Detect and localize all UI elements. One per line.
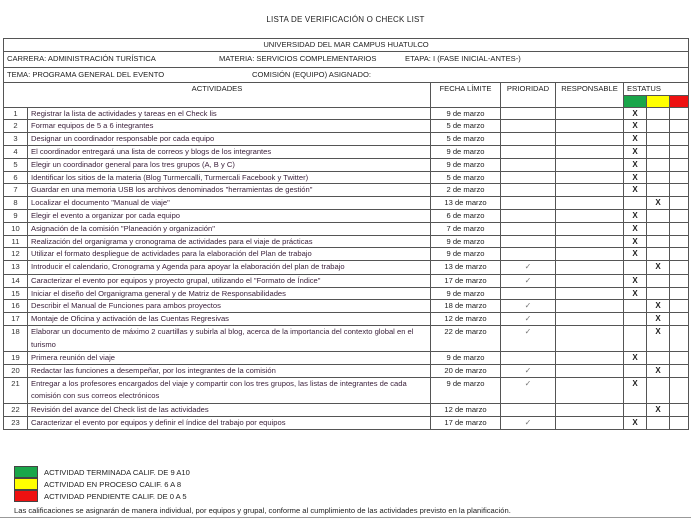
row-number: 1 — [4, 107, 28, 120]
row-number: 8 — [4, 197, 28, 210]
priority-cell — [501, 352, 556, 365]
status-red-cell — [670, 222, 689, 235]
due-date: 9 de marzo — [431, 248, 501, 261]
status-red-cell — [670, 184, 689, 197]
header-estatus: ESTATUS — [624, 82, 689, 95]
activity-text: Asignación de la comisión "Planeación y organización" — [28, 222, 431, 235]
status-yellow-cell — [647, 248, 670, 261]
table-row — [4, 300, 689, 313]
responsable-cell — [556, 403, 624, 416]
row-number: 13 — [4, 261, 28, 275]
status-red-cell — [670, 403, 689, 416]
row-number: 2 — [4, 120, 28, 133]
responsable-cell — [556, 120, 624, 133]
check-icon: ✓ — [524, 326, 532, 336]
status-yellow-cell — [647, 352, 670, 365]
activity-text: Caracterizar el evento por equipos y definir el índice del trabajo por equipos — [28, 416, 431, 429]
status-red-swatch — [670, 95, 689, 107]
activity-text: Redactar las funciones a desempeñar, por los integrantes de la comisión — [28, 364, 431, 377]
activity-text: Elegir el evento a organizar por cada equipo — [28, 209, 431, 222]
status-yellow-swatch — [647, 95, 670, 107]
status-mark: X — [632, 378, 638, 388]
status-green-cell — [624, 300, 647, 313]
status-yellow-cell — [647, 403, 670, 416]
priority-cell — [501, 300, 556, 313]
divider — [0, 517, 691, 518]
due-date: 12 de marzo — [431, 403, 501, 416]
status-mark: X — [655, 314, 661, 324]
status-red-cell — [670, 313, 689, 326]
row-number: 12 — [4, 248, 28, 261]
row-number: 6 — [4, 171, 28, 184]
status-mark: X — [632, 108, 638, 118]
status-yellow-cell — [647, 197, 670, 210]
due-date: 17 de marzo — [431, 416, 501, 429]
table-row — [4, 287, 689, 300]
row-number: 18 — [4, 325, 28, 351]
due-date: 9 de marzo — [431, 235, 501, 248]
university-name: UNIVERSIDAD DEL MAR CAMPUS HUATULCO — [4, 39, 689, 52]
status-green-cell — [624, 145, 647, 158]
status-red-cell — [670, 287, 689, 300]
activity-text: Elaborar un documento de máximo 2 cuartillas y subirla al blog, acerca de la importancia del contexto global en el turismo — [28, 325, 431, 351]
row-number: 11 — [4, 235, 28, 248]
row-number: 10 — [4, 222, 28, 235]
row-number: 23 — [4, 416, 28, 429]
priority-cell — [501, 364, 556, 377]
status-mark: X — [655, 301, 661, 311]
activity-text: Introducir el calendario, Cronograma y Agenda para apoyar la elaboración del plan de trabajo — [28, 261, 431, 275]
header-responsable: RESPONSABLE — [556, 82, 624, 107]
due-date: 22 de marzo — [431, 325, 501, 351]
table-row — [4, 145, 689, 158]
status-green-cell — [624, 313, 647, 326]
responsable-cell — [556, 197, 624, 210]
status-yellow-cell — [647, 107, 670, 120]
materia-label: MATERIA: SERVICIOS COMPLEMENTARIOS — [219, 54, 377, 64]
responsable-cell — [556, 352, 624, 365]
responsable-cell — [556, 364, 624, 377]
status-red-cell — [670, 197, 689, 210]
row-number: 3 — [4, 133, 28, 146]
status-red-cell — [670, 235, 689, 248]
status-yellow-cell — [647, 287, 670, 300]
status-mark: X — [632, 353, 638, 363]
responsable-cell — [556, 235, 624, 248]
responsable-cell — [556, 171, 624, 184]
table-row — [4, 107, 689, 120]
status-red-cell — [670, 248, 689, 261]
status-yellow-cell — [647, 300, 670, 313]
due-date: 9 de marzo — [431, 377, 501, 403]
table-row — [4, 416, 689, 429]
activity-text: Designar un coordinador responsable por cada equipo — [28, 133, 431, 146]
status-mark: X — [632, 146, 638, 156]
status-yellow-cell — [647, 120, 670, 133]
table-row — [4, 197, 689, 210]
status-yellow-cell — [647, 145, 670, 158]
due-date: 5 de marzo — [431, 171, 501, 184]
row-number: 4 — [4, 145, 28, 158]
status-yellow-cell — [647, 171, 670, 184]
status-green-cell — [624, 261, 647, 275]
table-row — [4, 352, 689, 365]
status-mark: X — [632, 417, 638, 427]
table-row — [4, 171, 689, 184]
table-row — [4, 222, 689, 235]
activity-text: Entregar a los profesores encargados del viaje y compartir con los tres grupos, las listas de integrantes de cada comisión con sus correos electrónicos — [28, 377, 431, 403]
tema-label: TEMA: PROGRAMA GENERAL DEL EVENTO — [7, 69, 165, 79]
status-red-cell — [670, 416, 689, 429]
responsable-cell — [556, 145, 624, 158]
check-icon: ✓ — [524, 417, 532, 427]
status-red-cell — [670, 325, 689, 351]
row-number: 17 — [4, 313, 28, 326]
table-row — [4, 248, 689, 261]
check-icon: ✓ — [524, 262, 532, 272]
table-row — [4, 235, 689, 248]
activity-text: Guardar en una memoria USB los archivos denominados "herramientas de gestión" — [28, 184, 431, 197]
activity-text: Describir el Manual de Funciones para ambos proyectos — [28, 300, 431, 313]
due-date: 13 de marzo — [431, 197, 501, 210]
green-swatch — [14, 466, 38, 478]
activity-text: Formar equipos de 5 a 6 integrantes — [28, 120, 431, 133]
status-yellow-cell — [647, 274, 670, 287]
status-green-cell — [624, 133, 647, 146]
header-actividades: ACTIVIDADES — [4, 82, 431, 107]
activity-text: Primera reunión del viaje — [28, 352, 431, 365]
status-mark: X — [655, 404, 661, 414]
activity-text: El coordinador entregará una lista de correos y blogs de los integrantes — [28, 145, 431, 158]
row-number: 22 — [4, 403, 28, 416]
priority-cell — [501, 416, 556, 429]
check-icon: ✓ — [524, 275, 532, 285]
carrera-label: CARRERA: ADMINISTRACIÓN TURÍSTICA — [7, 54, 156, 64]
status-green-cell — [624, 209, 647, 222]
responsable-cell — [556, 300, 624, 313]
yellow-swatch — [14, 478, 38, 490]
legend-label: ACTIVIDAD PENDIENTE CALIF. DE 0 A 5 — [44, 491, 187, 501]
status-mark: X — [655, 365, 661, 375]
status-green-cell — [624, 184, 647, 197]
due-date: 5 de marzo — [431, 133, 501, 146]
status-red-cell — [670, 364, 689, 377]
row-number: 21 — [4, 377, 28, 403]
status-green-cell — [624, 364, 647, 377]
responsable-cell — [556, 222, 624, 235]
responsable-cell — [556, 133, 624, 146]
table-row — [4, 325, 689, 351]
table-row — [4, 133, 689, 146]
priority-cell — [501, 313, 556, 326]
priority-cell — [501, 158, 556, 171]
row-number: 19 — [4, 352, 28, 365]
status-green-cell — [624, 325, 647, 351]
row-number: 7 — [4, 184, 28, 197]
status-red-cell — [670, 171, 689, 184]
status-mark: X — [632, 210, 638, 220]
priority-cell — [501, 403, 556, 416]
legend-item-proceso — [14, 478, 190, 490]
legend-item-terminada — [14, 466, 190, 478]
status-green-cell — [624, 120, 647, 133]
status-red-cell — [670, 209, 689, 222]
status-mark: X — [632, 223, 638, 233]
priority-cell — [501, 377, 556, 403]
status-yellow-cell — [647, 261, 670, 275]
priority-cell — [501, 235, 556, 248]
table-row — [4, 377, 689, 403]
status-green-swatch — [624, 95, 647, 107]
comision-label: COMISIÓN (EQUIPO) ASIGNADO: — [252, 69, 371, 79]
row-number: 20 — [4, 364, 28, 377]
etapa-label: ETAPA: I (FASE INICIAL-ANTES-) — [405, 54, 521, 64]
responsable-cell — [556, 287, 624, 300]
status-red-cell — [670, 352, 689, 365]
check-icon: ✓ — [524, 378, 532, 388]
due-date: 5 de marzo — [431, 120, 501, 133]
row-number: 16 — [4, 300, 28, 313]
status-mark: X — [632, 159, 638, 169]
status-red-cell — [670, 300, 689, 313]
due-date: 13 de marzo — [431, 261, 501, 275]
status-mark: X — [632, 121, 638, 131]
priority-cell — [501, 120, 556, 133]
priority-cell — [501, 133, 556, 146]
activity-text: Iniciar el diseño del Organigrama general y de Matriz de Responsabilidades — [28, 287, 431, 300]
priority-cell — [501, 274, 556, 287]
status-red-cell — [670, 107, 689, 120]
row-number: 15 — [4, 287, 28, 300]
responsable-cell — [556, 325, 624, 351]
priority-cell — [501, 197, 556, 210]
table-row — [4, 184, 689, 197]
responsable-cell — [556, 261, 624, 275]
status-mark: X — [632, 134, 638, 144]
activity-text: Localizar el documento "Manual de viaje" — [28, 197, 431, 210]
status-green-cell — [624, 107, 647, 120]
due-date: 9 de marzo — [431, 145, 501, 158]
activity-text: Realización del organigrama y cronograma de actividades para el viaje de prácticas — [28, 235, 431, 248]
due-date: 12 de marzo — [431, 313, 501, 326]
status-green-cell — [624, 352, 647, 365]
status-mark: X — [655, 262, 661, 272]
priority-cell — [501, 287, 556, 300]
table-row — [4, 120, 689, 133]
responsable-cell — [556, 107, 624, 120]
status-green-cell — [624, 377, 647, 403]
status-yellow-cell — [647, 184, 670, 197]
status-yellow-cell — [647, 158, 670, 171]
due-date: 18 de marzo — [431, 300, 501, 313]
legend — [14, 466, 190, 502]
status-green-cell — [624, 222, 647, 235]
status-mark: X — [632, 275, 638, 285]
activity-text: Revisión del avance del Check list de las actividades — [28, 403, 431, 416]
due-date: 6 de marzo — [431, 209, 501, 222]
status-mark: X — [655, 326, 661, 336]
row-number: 14 — [4, 274, 28, 287]
status-yellow-cell — [647, 325, 670, 351]
priority-cell — [501, 248, 556, 261]
status-green-cell — [624, 403, 647, 416]
status-red-cell — [670, 133, 689, 146]
status-mark: X — [632, 236, 638, 246]
status-green-cell — [624, 274, 647, 287]
status-red-cell — [670, 120, 689, 133]
checklist-table — [3, 38, 689, 430]
table-row — [4, 261, 689, 275]
legend-item-pendiente — [14, 490, 190, 502]
status-yellow-cell — [647, 364, 670, 377]
status-red-cell — [670, 274, 689, 287]
status-green-cell — [624, 248, 647, 261]
due-date: 9 de marzo — [431, 158, 501, 171]
table-row — [4, 274, 689, 287]
status-red-cell — [670, 261, 689, 275]
responsable-cell — [556, 274, 624, 287]
status-yellow-cell — [647, 133, 670, 146]
status-green-cell — [624, 158, 647, 171]
due-date: 2 de marzo — [431, 184, 501, 197]
status-yellow-cell — [647, 209, 670, 222]
activity-text: Utilizar el formato despliegue de actividades para la elaboración del Plan de trabajo — [28, 248, 431, 261]
status-green-cell — [624, 235, 647, 248]
status-yellow-cell — [647, 377, 670, 403]
due-date: 17 de marzo — [431, 274, 501, 287]
status-yellow-cell — [647, 416, 670, 429]
activity-text: Caracterizar el evento por equipos y proyecto grupal, utilizando el "Formato de Índice" — [28, 274, 431, 287]
header-fecha: FECHA LÍMITE — [431, 82, 501, 107]
priority-cell — [501, 222, 556, 235]
due-date: 9 de marzo — [431, 352, 501, 365]
status-green-cell — [624, 416, 647, 429]
priority-cell — [501, 325, 556, 351]
priority-cell — [501, 261, 556, 275]
header-prioridad: PRIORIDAD — [501, 82, 556, 107]
activity-text: Montaje de Oficina y activación de las Cuentas Regresivas — [28, 313, 431, 326]
due-date: 7 de marzo — [431, 222, 501, 235]
status-mark: X — [632, 249, 638, 259]
priority-cell — [501, 184, 556, 197]
row-number: 5 — [4, 158, 28, 171]
status-green-cell — [624, 171, 647, 184]
due-date: 9 de marzo — [431, 107, 501, 120]
priority-cell — [501, 171, 556, 184]
table-row — [4, 364, 689, 377]
document-title: LISTA DE VERIFICACIÓN O CHECK LIST — [266, 15, 425, 24]
status-mark: X — [632, 185, 638, 195]
red-swatch — [14, 490, 38, 502]
status-green-cell — [624, 197, 647, 210]
priority-cell — [501, 145, 556, 158]
row-number: 9 — [4, 209, 28, 222]
responsable-cell — [556, 184, 624, 197]
status-yellow-cell — [647, 235, 670, 248]
table-row — [4, 158, 689, 171]
responsable-cell — [556, 377, 624, 403]
priority-cell — [501, 209, 556, 222]
activity-text: Registrar la lista de actividades y tareas en el Check lis — [28, 107, 431, 120]
responsable-cell — [556, 209, 624, 222]
responsable-cell — [556, 416, 624, 429]
status-red-cell — [670, 377, 689, 403]
legend-label: ACTIVIDAD TERMINADA CALIF. DE 9 A10 — [44, 467, 190, 477]
responsable-cell — [556, 313, 624, 326]
due-date: 20 de marzo — [431, 364, 501, 377]
grading-note: Las calificaciones se asignarán de manera individual, por equipos y grupal, conforme al cumplimiento de las actividades previsto en la planificación. — [14, 506, 511, 515]
status-mark: X — [632, 172, 638, 182]
due-date: 9 de marzo — [431, 287, 501, 300]
table-row — [4, 209, 689, 222]
status-red-cell — [670, 158, 689, 171]
check-icon: ✓ — [524, 365, 532, 375]
status-red-cell — [670, 145, 689, 158]
status-green-cell — [624, 287, 647, 300]
responsable-cell — [556, 158, 624, 171]
priority-cell — [501, 107, 556, 120]
check-icon: ✓ — [524, 301, 532, 311]
status-yellow-cell — [647, 313, 670, 326]
status-mark: X — [632, 288, 638, 298]
table-row — [4, 403, 689, 416]
activity-text: Elegir un coordinador general para los tres grupos (A, B y C) — [28, 158, 431, 171]
legend-label: ACTIVIDAD EN PROCESO CALIF. 6 A 8 — [44, 479, 182, 489]
table-row — [4, 313, 689, 326]
responsable-cell — [556, 248, 624, 261]
check-icon: ✓ — [524, 314, 532, 324]
status-yellow-cell — [647, 222, 670, 235]
status-mark: X — [655, 198, 661, 208]
activity-text: Identificar los sitios de la materia (Blog Turmercalli, Turmercali Facebook y Twitter) — [28, 171, 431, 184]
